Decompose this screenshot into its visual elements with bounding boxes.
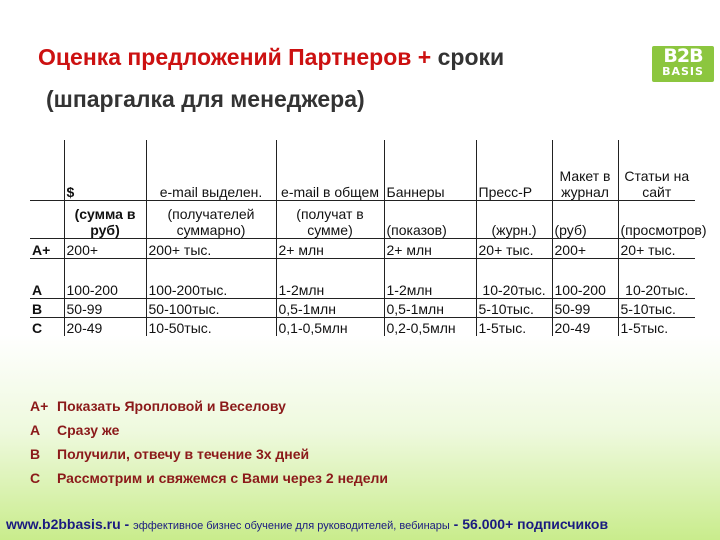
legend-key: A	[30, 422, 41, 438]
page-subtitle: (шпаргалка для менеджера)	[46, 86, 365, 112]
table-header-cell: e-mail в общем	[276, 140, 384, 200]
subscriber-count: 56.000+ подписчиков	[462, 516, 609, 532]
page-title	[38, 44, 504, 71]
table-cell: A	[30, 258, 64, 298]
table-row	[30, 238, 695, 258]
footer-dash: -	[449, 516, 463, 532]
table-cell: 50-99	[552, 298, 618, 317]
table-cell: 100-200тыс.	[146, 258, 276, 298]
table-header-cell: (руб)	[552, 200, 618, 238]
b2b-basis-logo: B2B BASIS	[652, 46, 714, 82]
table-cell: 2+ млн	[384, 238, 476, 258]
table-cell: 1-2млн	[276, 258, 384, 298]
table-row	[30, 317, 695, 336]
title-deadlines: сроки	[437, 44, 505, 70]
table-header-cell	[30, 200, 64, 238]
site-link[interactable]: www.b2bbasis.ru	[6, 516, 121, 532]
table-cell: 10-20тыс.	[618, 258, 695, 298]
footer-dash: -	[120, 516, 134, 532]
table-cell: 5-10тыс.	[618, 298, 695, 317]
table-cell: 50-100тыс.	[146, 298, 276, 317]
legend-text: Получили, отвечу в течение 3х дней	[57, 446, 310, 462]
table-cell: 20+ тыс.	[618, 238, 695, 258]
table-cell: 20+ тыс.	[476, 238, 552, 258]
table-cell: 200+ тыс.	[146, 238, 276, 258]
table-cell: 50-99	[64, 298, 146, 317]
table-header-cell: (просмотров)	[618, 200, 695, 238]
table-header-cell: $	[64, 140, 146, 200]
table-row	[30, 258, 695, 298]
footer	[6, 516, 608, 532]
legend-key: B	[30, 446, 41, 462]
table-cell: 20-49	[64, 317, 146, 336]
table-header-cell: (получат в сумме)	[276, 200, 384, 238]
table-cell: C	[32, 320, 43, 336]
table-cell: 0,1-0,5млн	[276, 317, 384, 336]
table-cell: A+	[30, 238, 64, 258]
table-header-cell: (показов)	[384, 200, 476, 238]
table-header-cell: Пресс-Р	[476, 140, 552, 200]
legend-text: Показать Яропловой и Веселову	[57, 398, 286, 414]
table-header-cell: Баннеры	[384, 140, 476, 200]
title-main: Оценка предложений Партнеров	[38, 44, 412, 70]
table-cell: 2+ млн	[276, 238, 384, 258]
legend-key: C	[30, 470, 41, 486]
footer-description: эффективное бизнес обучение для руководителей, вебинары	[133, 520, 450, 532]
table-header-cell: (журн.)	[476, 200, 552, 238]
table-cell: 100-200	[552, 258, 618, 298]
table-cell: 5-10тыс.	[476, 298, 552, 317]
legend-key: A+	[30, 398, 49, 414]
table-header-cell: Макет в журнал	[552, 140, 618, 200]
legend-text: Рассмотрим и свяжемся с Вами через 2 недели	[57, 470, 388, 486]
title-plus: +	[411, 44, 438, 70]
table-header-cell: (сумма в руб)	[64, 200, 146, 238]
legend-text: Сразу же	[57, 422, 120, 438]
table-row	[30, 298, 695, 317]
table-cell: 1-5тыс.	[476, 317, 552, 336]
table-cell: 0,5-1млн	[384, 298, 476, 317]
table-cell: 10-50тыс.	[146, 317, 276, 336]
table-cell: 100-200	[64, 258, 146, 298]
table-header-row-2	[30, 200, 695, 238]
table-header-cell	[30, 140, 64, 200]
table-header-cell: e-mail выделен.	[146, 140, 276, 200]
table-cell: 20-49	[552, 317, 618, 336]
table-header-cell: (получателей суммарно)	[146, 200, 276, 238]
table-cell: 1-5тыс.	[618, 317, 695, 336]
table-header-row-1	[30, 140, 695, 200]
table-cell: B	[30, 298, 64, 317]
table-cell: 10-20тыс.	[476, 258, 552, 298]
table-cell: 200+	[64, 238, 146, 258]
partner-offers-table	[30, 140, 707, 336]
table-cell: 0,2-0,5млн	[384, 317, 476, 336]
table-cell: 0,5-1млн	[276, 298, 384, 317]
table-cell: 1-2млн	[384, 258, 476, 298]
table-cell: 200+	[552, 238, 618, 258]
table-header-cell: Статьи на сайт	[618, 140, 695, 200]
